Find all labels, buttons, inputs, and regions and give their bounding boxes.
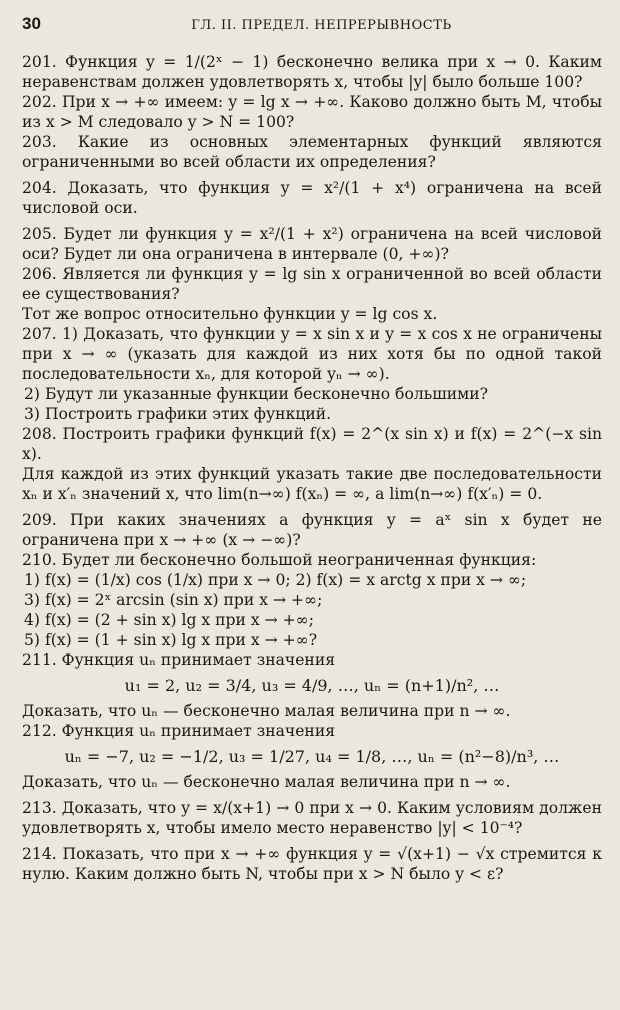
problem-208-cont: Для каждой из этих функций указать такие две последовательности xₙ и x′ₙ значений x, что lim(n→∞) f(xₙ) = ∞, а lim(n→∞) f(x′ₙ) = 0. bbox=[22, 465, 602, 503]
problem-207: 207. 1) Доказать, что функции y = x sin x и y = x cos x не ограничены при x → ∞ (указать для каждой из них хотя бы по одной такой последовательности xₙ, для которой yₙ → ∞). bbox=[22, 325, 602, 383]
problem-204: 204. Доказать, что функция y = x²/(1 + x⁴) ограничена на всей числовой оси. bbox=[22, 179, 602, 217]
problem-213: 213. Доказать, что y = x/(x+1) → 0 при x → 0. Каким условиям должен удовлетворять x, чтобы имело место неравенство |y| < 10⁻⁴? bbox=[22, 799, 602, 837]
problem-209: 209. При каких значениях a функция y = aˣ sin x будет не ограничена при x → +∞ (x → −∞)? bbox=[22, 511, 602, 549]
problem-202: 202. При x → +∞ имеем: y = lg x → +∞. Каково должно быть M, чтобы из x > M следовало y > N = 100? bbox=[22, 93, 602, 131]
problem-210: 210. Будет ли бесконечно большой неограниченная функция: bbox=[22, 551, 537, 569]
problem-205: 205. Будет ли функция y = x²/(1 + x²) ограничена на всей числовой оси? Будет ли она ограничена в интервале (0, +∞)? bbox=[22, 225, 602, 263]
problem-207-part3: 3) Построить графики этих функций. bbox=[24, 405, 332, 423]
problem-214: 214. Показать, что при x → +∞ функция y = √(x+1) − √x стремится к нулю. Каким должно быть N, чтобы при x > N было y < ε? bbox=[22, 845, 602, 883]
problem-210-item-3: 3) f(x) = 2ˣ arcsin (sin x) при x → +∞; bbox=[24, 591, 323, 609]
problem-212-formula: uₙ = −7, u₂ = −1/2, u₃ = 1/27, u₄ = 1/8, …, uₙ = (n²−8)/n³, … bbox=[64, 747, 560, 766]
page-header bbox=[22, 14, 602, 34]
problem-207-part2: 2) Будут ли указанные функции бесконечно большими? bbox=[24, 385, 489, 403]
problem-210-item-4: 4) f(x) = (2 + sin x) lg x при x → +∞; bbox=[24, 611, 314, 629]
problem-203: 203. Какие из основных элементарных функций являются ограниченными во всей области их определения? bbox=[22, 133, 602, 171]
problem-211-cont: Доказать, что uₙ — бесконечно малая величина при n → ∞. bbox=[22, 702, 511, 720]
problem-210-item-5: 5) f(x) = (1 + sin x) lg x при x → +∞? bbox=[24, 631, 318, 649]
problem-208: 208. Построить графики функций f(x) = 2^(x sin x) и f(x) = 2^(−x sin x). bbox=[22, 425, 602, 463]
problem-212: 212. Функция uₙ принимает значения bbox=[22, 722, 336, 740]
problem-206: 206. Является ли функция y = lg sin x ограниченной во всей области ее существования? bbox=[22, 265, 602, 303]
problem-211: 211. Функция uₙ принимает значения bbox=[22, 651, 336, 669]
problem-210-items-1-2: 1) f(x) = (1/x) cos (1/x) при x → 0; 2) f(x) = x arctg x при x → ∞; bbox=[24, 571, 527, 589]
problem-206-cont: Тот же вопрос относительно функции y = lg cos x. bbox=[22, 305, 438, 323]
problem-201: 201. Функция y = 1/(2ˣ − 1) бесконечно велика при x → 0. Каким неравенствам должен удовлетворять x, чтобы |y| было больше 100? bbox=[22, 53, 602, 91]
page-number: 30 bbox=[22, 14, 41, 33]
problem-211-formula: u₁ = 2, u₂ = 3/4, u₃ = 4/9, …, uₙ = (n+1)/n², … bbox=[124, 676, 500, 695]
running-title: ГЛ. II. ПРЕДЕЛ. НЕПРЕРЫВНОСТЬ bbox=[191, 18, 452, 33]
problem-212-cont: Доказать, что uₙ — бесконечно малая величина при n → ∞. bbox=[22, 773, 511, 791]
